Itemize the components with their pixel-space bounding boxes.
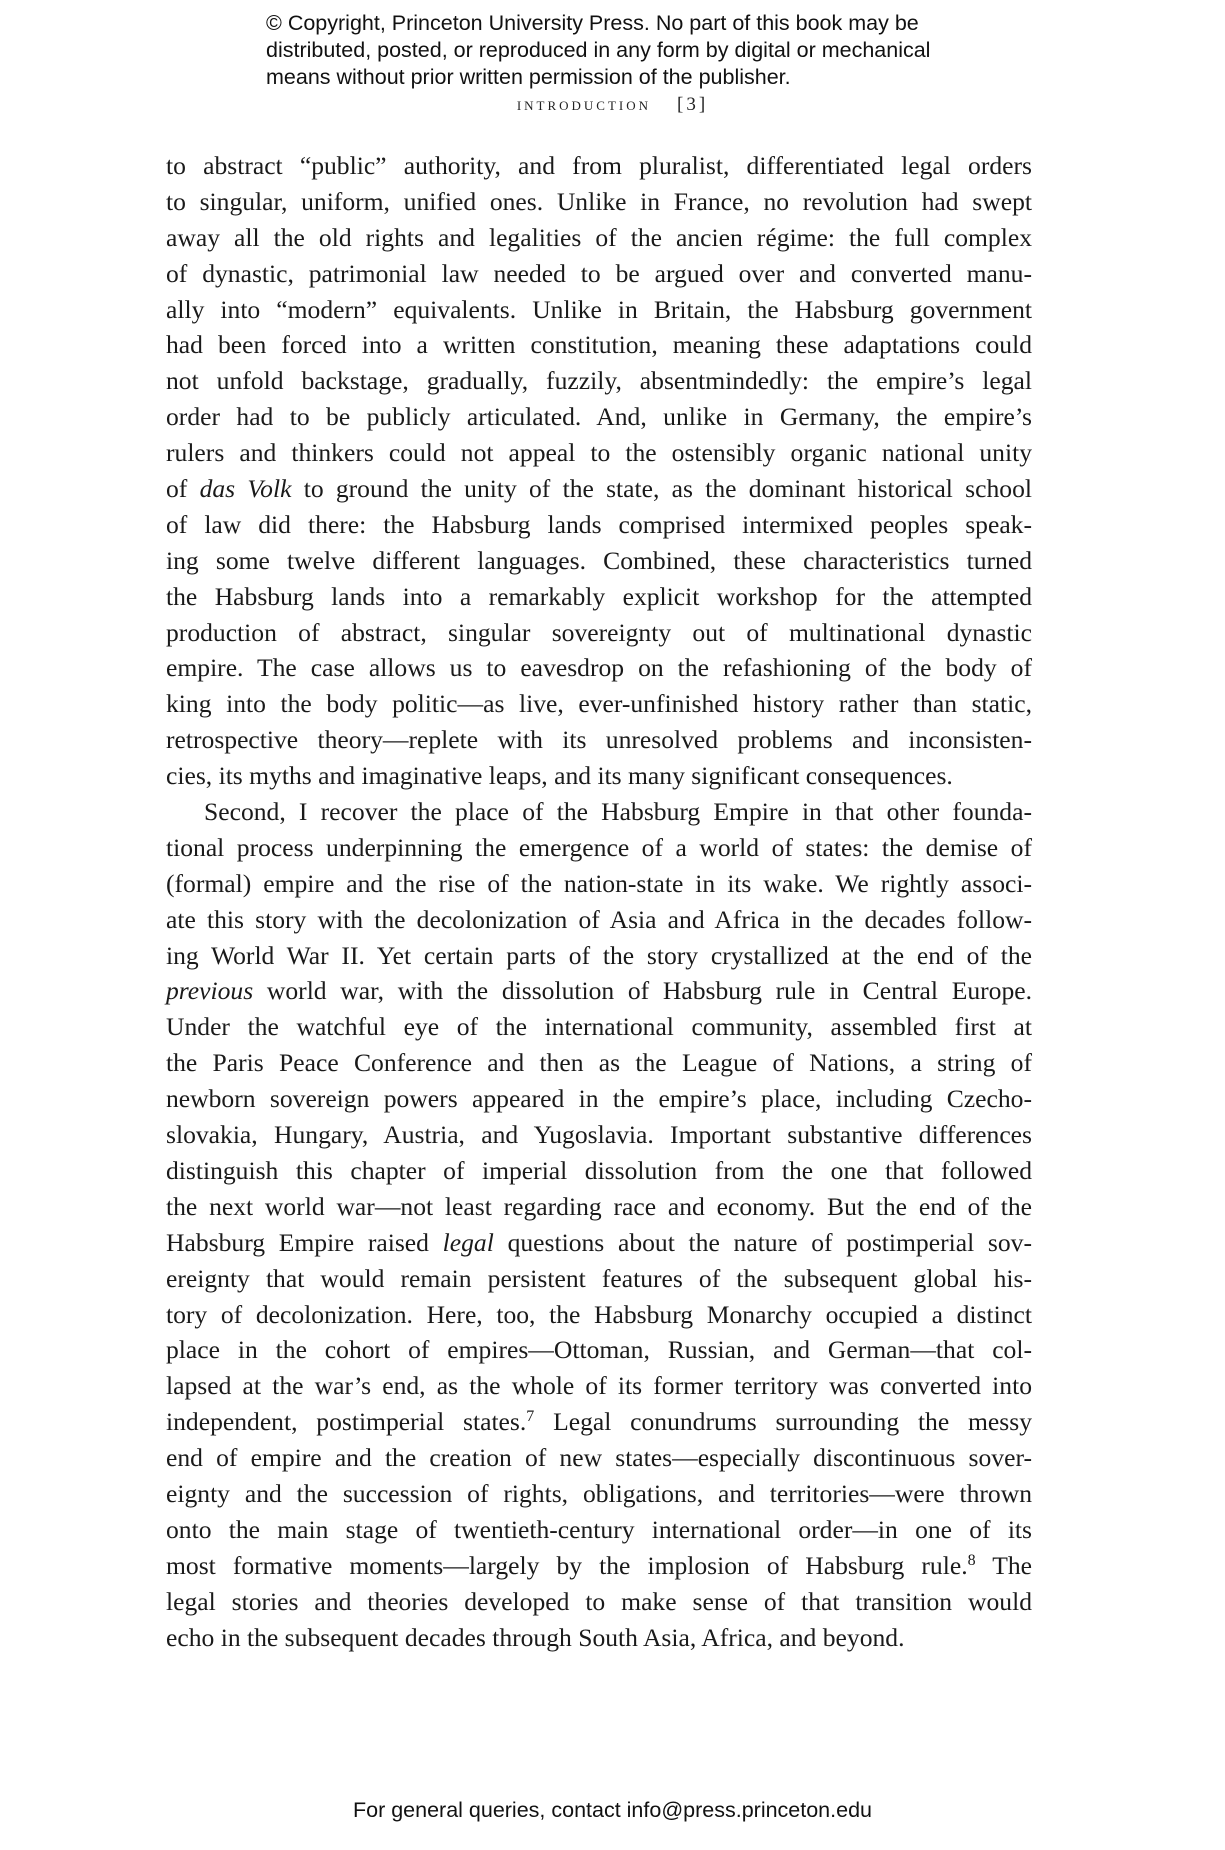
- text-line: (formal) empire and the rise of the nation-state in its wake. We rightly associ-: [166, 868, 1032, 898]
- text-line: empire. The case allows us to eavesdrop on the refashioning of the body of: [166, 653, 1032, 683]
- text-line: Under the watchful eye of the international community, assembled first at: [166, 1012, 1032, 1042]
- footnote-marker[interactable]: 7: [526, 1408, 535, 1426]
- text-line: order had to be publicly articulated. And, unlike in Germany, the empire’s: [166, 402, 1032, 432]
- text-line: king into the body politic—as live, ever-unfinished history rather than static,: [166, 689, 1032, 719]
- text-line: [166, 471, 1032, 507]
- text-line: not unfold backstage, gradually, fuzzily, absentmindedly: the empire’s legal: [166, 366, 1032, 396]
- text-line: the Habsburg lands into a remarkably explicit workshop for the attempted: [166, 581, 1032, 611]
- text-line: rulers and thinkers could not appeal to the ostensibly organic national unity: [166, 438, 1032, 468]
- text-line: distinguish this chapter of imperial dissolution from the one that followed: [166, 1155, 1032, 1185]
- text-segment: independent, postimperial states.: [166, 1407, 527, 1437]
- copyright-notice: [266, 10, 1026, 91]
- text-line: to singular, uniform, unified ones. Unlike in France, no revolution had swept: [166, 186, 1032, 216]
- text-line: echo in the subsequent decades through South Asia, Africa, and beyond.: [166, 1622, 905, 1652]
- footnote-marker[interactable]: 8: [967, 1551, 976, 1569]
- text-segment: questions about the nature of postimperial sov-: [493, 1227, 1032, 1257]
- text-line: [166, 973, 1032, 1009]
- text-line: slovakia, Hungary, Austria, and Yugoslavia. Important substantive differences: [166, 1120, 1032, 1150]
- text-line: onto the main stage of twentieth-century international order—in one of its: [166, 1514, 1032, 1544]
- italic-term: das Volk: [199, 474, 292, 504]
- text-segment: Legal conundrums surrounding the messy: [534, 1407, 1032, 1437]
- text-line: lapsed at the war’s end, as the whole of its former territory was converted into: [166, 1371, 1032, 1401]
- copyright-line: means without prior written permission of the publisher.: [266, 65, 791, 89]
- footer-contact: For general queries, contact info@press.princeton.edu: [352, 1798, 872, 1822]
- text-line: production of abstract, singular sovereignty out of multinational dynastic: [166, 617, 1032, 647]
- text-line: cies, its myths and imaginative leaps, and its many significant consequences.: [166, 761, 953, 791]
- copyright-line: distributed, posted, or reproduced in any form by digital or mechanical: [266, 38, 931, 62]
- text-segment: Habsburg Empire raised: [166, 1227, 443, 1257]
- text-line: had been forced into a written constitution, meaning these adaptations could: [166, 330, 1032, 360]
- text-line: to abstract “public” authority, and from pluralist, differentiated legal orders: [166, 151, 1032, 180]
- body-text: [166, 148, 1032, 1655]
- text-line: ally into “modern” equivalents. Unlike in Britain, the Habsburg government: [166, 294, 1032, 324]
- text-line: away all the old rights and legalities of the ancien régime: the full complex: [166, 222, 1032, 252]
- text-line: eignty and the succession of rights, obligations, and territories—were thrown: [166, 1478, 1032, 1508]
- text-line: tional process underpinning the emergence of a world of states: the demise of: [166, 832, 1032, 862]
- text-line: of law did there: the Habsburg lands comprised intermixed peoples speak-: [166, 509, 1032, 539]
- text-line: place in the cohort of empires—Ottoman, Russian, and German—that col-: [166, 1335, 1032, 1365]
- text-line: ate this story with the decolonization of Asia and Africa in the decades follow-: [166, 904, 1032, 934]
- copyright-line: © Copyright, Princeton University Press. No part of this book may be: [266, 11, 919, 35]
- text-line: [166, 1548, 1032, 1584]
- text-segment: most formative moments—largely by the implosion of Habsburg rule.: [166, 1550, 968, 1580]
- text-line: newborn sovereign powers appeared in the empire’s place, including Czecho-: [166, 1084, 1032, 1114]
- text-segment: world war, with the dissolution of Habsburg rule in Central Europe.: [253, 976, 1032, 1006]
- running-title: introduction: [516, 94, 652, 115]
- text-line: legal stories and theories developed to make sense of that transition would: [166, 1586, 1032, 1616]
- text-line: retrospective theory—replete with its unresolved problems and inconsisten-: [166, 725, 1032, 755]
- running-head: [0, 94, 1225, 116]
- text-line: ereignty that would remain persistent features of the subsequent global his-: [166, 1263, 1032, 1293]
- text-line: Second, I recover the place of the Habsburg Empire in that other founda-: [204, 797, 1032, 827]
- text-line: the next world war—not least regarding race and economy. But the end of the: [166, 1191, 1032, 1221]
- text-segment: The: [975, 1550, 1032, 1580]
- page-number: [3]: [677, 94, 709, 115]
- text-line: the Paris Peace Conference and then as the League of Nations, a string of: [166, 1048, 1032, 1078]
- text-segment: to ground the unity of the state, as the dominant historical school: [291, 474, 1032, 504]
- text-line: ing some twelve different languages. Combined, these characteristics turned: [166, 545, 1032, 575]
- text-line: [166, 1225, 1032, 1261]
- text-line: tory of decolonization. Here, too, the Habsburg Monarchy occupied a distinct: [166, 1299, 1032, 1329]
- text-line: end of empire and the creation of new states—especially discontinuous sover-: [166, 1443, 1032, 1473]
- text-line: ing World War II. Yet certain parts of the story crystallized at the end of the: [166, 940, 1032, 970]
- text-segment: of: [166, 474, 200, 504]
- italic-term: previous: [166, 976, 254, 1006]
- text-line: [166, 1404, 1032, 1440]
- text-line: of dynastic, patrimonial law needed to be argued over and converted manu-: [166, 258, 1032, 288]
- italic-term: legal: [442, 1227, 494, 1257]
